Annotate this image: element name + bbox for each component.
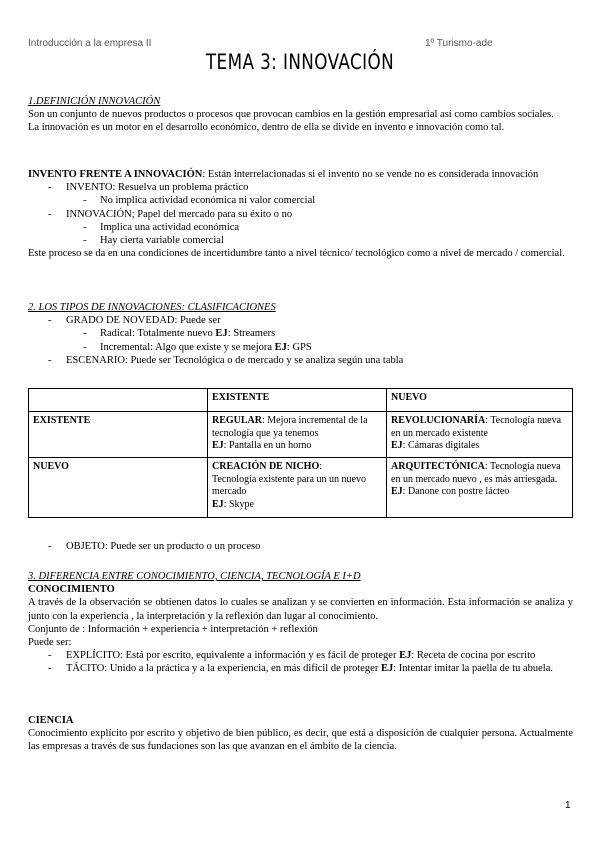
ej-label: EJ bbox=[215, 328, 228, 340]
cell-title: CREACIÓN DE NICHO bbox=[212, 461, 320, 472]
section-3 bbox=[28, 570, 573, 676]
paragraph bbox=[28, 168, 573, 181]
ciencia-block bbox=[28, 714, 573, 754]
list-item bbox=[28, 649, 573, 662]
radical-example: : Streamers bbox=[227, 328, 276, 340]
table-col-header: NUEVO bbox=[387, 389, 573, 412]
incremental-text: Incremental: Algo que existe y se mejora bbox=[100, 341, 275, 353]
cell-title: REGULAR bbox=[212, 415, 263, 426]
table-row-header: NUEVO bbox=[29, 458, 208, 518]
invento-title: INVENTO FRENTE A INNOVACIÓN bbox=[28, 169, 203, 180]
table-cell: CREACIÓN DE NICHO: Tecnología existente para un un nuevo mercado EJ: Skype bbox=[208, 458, 387, 518]
header-right: 1º Turismo-ade bbox=[425, 38, 493, 49]
page-title: TEMA 3: INNOVACIÓN bbox=[205, 50, 395, 74]
list-item: - OBJETO: Puede ser un producto o un proceso bbox=[28, 540, 573, 553]
cell-example: : Danone con postre lácteo bbox=[402, 486, 510, 497]
cell-desc: : Mejora incremental de la tecnología que ya tenemos bbox=[212, 415, 368, 439]
table-row-header: EXISTENTE bbox=[29, 412, 208, 458]
paragraph: Son un conjunto de nuevos productos o procesos que provocan cambios en la gestión empresarial así como cambios sociales. bbox=[28, 109, 554, 121]
ej-label: EJ bbox=[399, 650, 412, 662]
objeto-block bbox=[28, 540, 573, 553]
ej-label: EJ bbox=[391, 486, 403, 497]
list-item: - INNOVACIÓN; Papel del mercado para su éxito o no bbox=[28, 208, 573, 221]
cell-example: : Cámaras digitales bbox=[402, 440, 480, 451]
header-left: Introducción a la empresa II bbox=[28, 38, 152, 49]
table-cell bbox=[387, 412, 573, 458]
list-subitem bbox=[28, 341, 573, 354]
invento-text: : Están interrelacionadas si el invento no se vende no es considerada innovación bbox=[202, 169, 539, 180]
cell-example: : Skype bbox=[223, 498, 254, 510]
cell-desc: : Tecnología nueva en un mercado existente bbox=[391, 415, 562, 439]
subheading: CIENCIA bbox=[28, 715, 74, 726]
ej-label: EJ bbox=[212, 498, 224, 510]
section-3-heading: 3. DIFERENCIA ENTRE CONOCIMIENTO, CIENCIA, TECNOLOGÍA E I+D bbox=[28, 571, 361, 582]
paragraph: Puede ser: bbox=[28, 637, 72, 649]
table-cell bbox=[208, 412, 387, 458]
subheading: CONOCIMIENTO bbox=[28, 584, 115, 596]
radical-text: Radical: Totalmente nuevo bbox=[100, 328, 216, 340]
section-1 bbox=[28, 95, 573, 135]
section-1-heading: 1.DEFINICIÓN INNOVACIÓN bbox=[28, 96, 161, 107]
explicito-example: : Receta de cocina por escrito bbox=[411, 650, 536, 662]
cell-desc: Tecnología existente para un un nuevo mercado bbox=[212, 473, 366, 497]
list-item: - ESCENARIO: Puede ser Tecnológica o de mercado y se analiza según una tabla bbox=[28, 354, 573, 367]
list-item: - INVENTO: Resuelva un problema práctico bbox=[28, 181, 573, 194]
tacito-text: TÁCITO: Unido a la práctica y a la experiencia, en más difícil de proteger bbox=[66, 663, 381, 675]
ej-label: EJ bbox=[391, 440, 403, 451]
table-col-header: EXISTENTE bbox=[208, 389, 387, 412]
ej-label: EJ bbox=[274, 341, 287, 353]
ej-label: EJ bbox=[380, 663, 394, 675]
list-item bbox=[28, 662, 573, 675]
innovation-matrix-table bbox=[28, 388, 573, 518]
cell-title: REVOLUCIONARÍA bbox=[391, 415, 486, 426]
incremental-example: : GPS bbox=[286, 341, 312, 353]
explicito-text: EXPLÍCITO: Está por escrito, equivalente a información y es fácil de proteger bbox=[66, 650, 400, 662]
list-subitem bbox=[28, 327, 573, 340]
page-number: 1 bbox=[565, 800, 571, 811]
section-2-heading: 2. LOS TIPOS DE INNOVACIONES: CLASIFICACIONES bbox=[28, 302, 276, 313]
paragraph: Este proceso se da en una condiciones de incertidumbre tanto a nivel técnico/ tecnológico como a nivel de mercado / comercial. bbox=[28, 248, 565, 260]
tacito-example: : Intentar imitar la paella de tu abuela. bbox=[393, 663, 554, 675]
table-cell-empty bbox=[29, 389, 208, 412]
section-2 bbox=[28, 301, 573, 367]
cell-desc: : Tecnología nueva en un mercado nuevo , es más arriesgada. bbox=[391, 461, 561, 485]
list-item: - GRADO DE NOVEDAD: Puede ser bbox=[28, 314, 573, 327]
paragraph: La innovación es un motor en el desarrollo económico, dentro de ella se divide en invento e innovación como tal. bbox=[28, 122, 505, 134]
invento-block bbox=[28, 168, 573, 260]
cell-title: ARQUITECTÓNICA bbox=[391, 461, 485, 472]
paragraph: Conocimiento explícito por escrito y objetivo de bien público, es decir, que está a disposición de cualquier persona. Actualmente las empresas a través de sus fundaciones son las que avanzan en el ámbito de la ciencia. bbox=[28, 728, 573, 753]
list-subitem: - Implica una actividad económica bbox=[28, 221, 573, 234]
paragraph: A través de la observación se obtienen datos lo cuales se analizan y se convierten en información. Esta información se analiza y junto con la experiencia , la interpretación y la reflexión dan lugar al conocimiento. bbox=[28, 597, 573, 622]
table-cell bbox=[387, 458, 573, 518]
list-subitem: - Hay cierta variable comercial bbox=[28, 234, 573, 247]
ej-label: EJ bbox=[212, 440, 224, 451]
paragraph: Conjunto de : Información + experiencia + interpretación + reflexión bbox=[28, 623, 318, 635]
list-subitem: - No implica actividad económica ni valor comercial bbox=[28, 194, 573, 207]
cell-example: : Pantalla en un horno bbox=[223, 440, 312, 451]
